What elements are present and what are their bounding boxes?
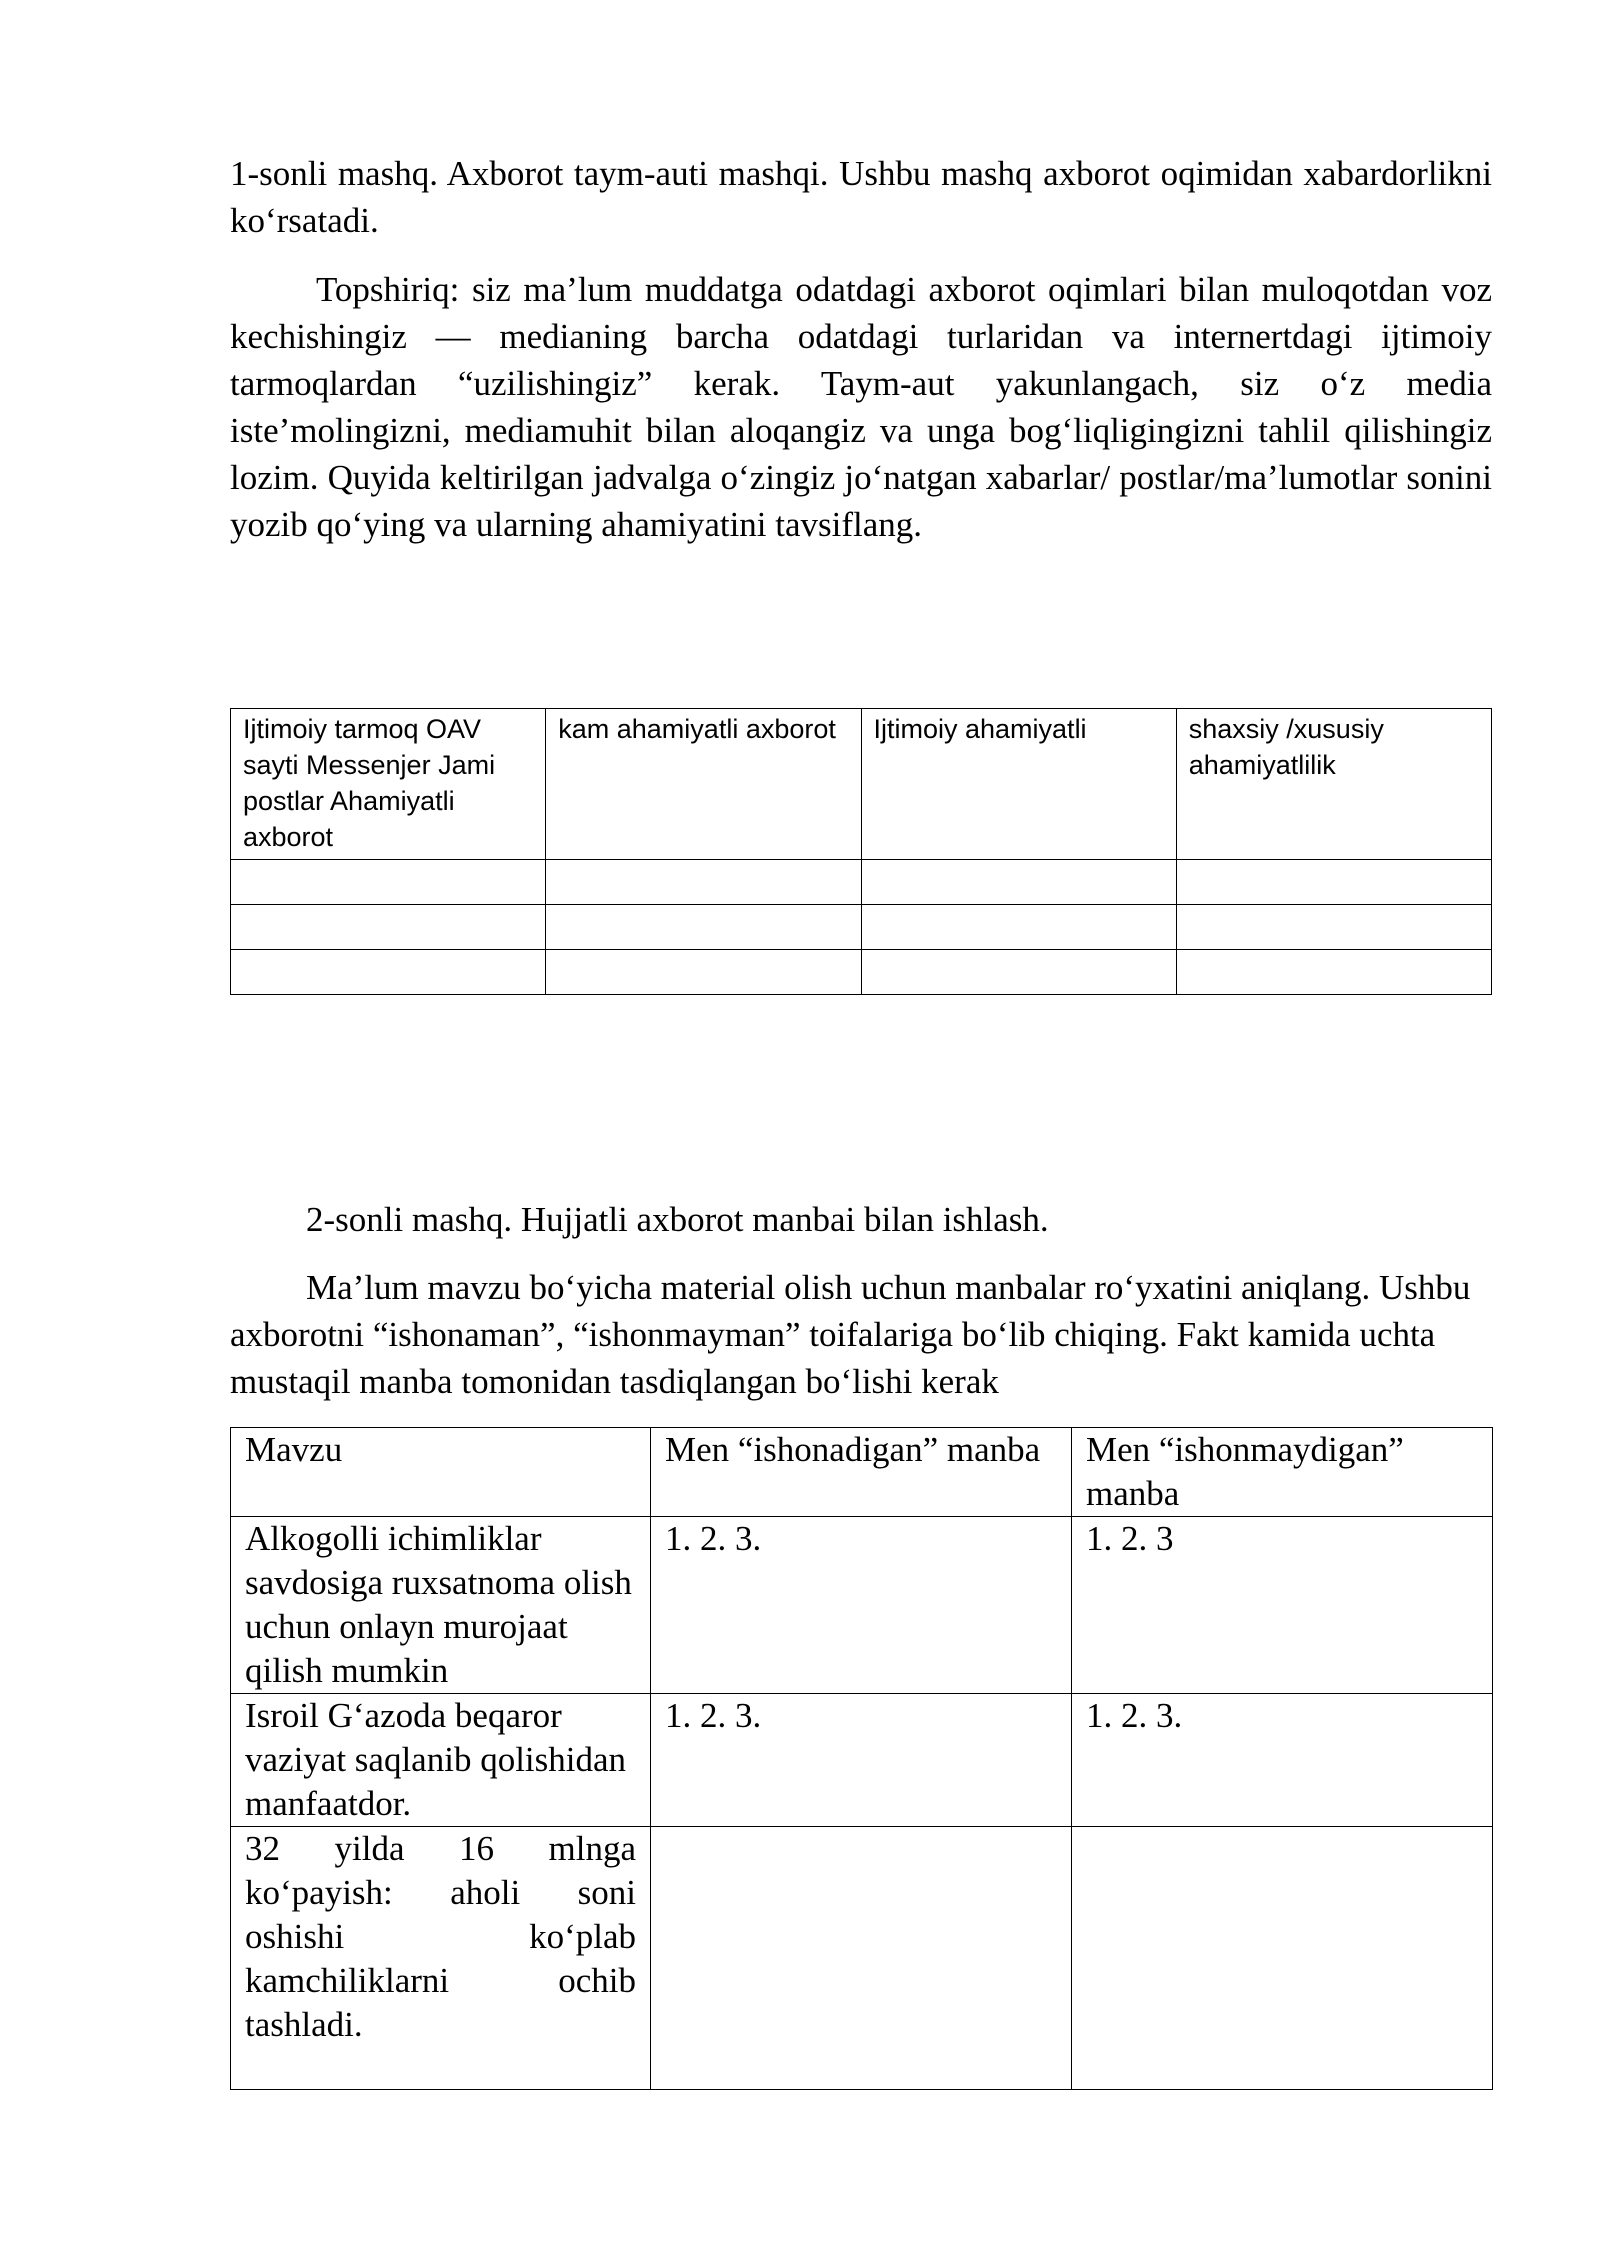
table-cell[interactable] (231, 950, 546, 995)
exercise-2-title: 2-sonli mashq. Hujjatli axborot manbai bilan ishlash. (306, 1200, 1049, 1239)
trusted-source-cell[interactable]: 1. 2. 3. (651, 1517, 1072, 1694)
table-cell[interactable] (546, 905, 861, 950)
table-cell[interactable] (861, 950, 1176, 995)
table-row (231, 950, 1492, 995)
table-cell[interactable] (861, 905, 1176, 950)
untrusted-source-cell[interactable] (1072, 1827, 1493, 2090)
exercise-1-title: 1-sonli mashq. Axborot taym-auti mashqi. Ushbu mashq axborot oqimidan xabardorlikni ko‘rsatadi. (230, 154, 1492, 240)
table-cell[interactable] (546, 860, 861, 905)
header-cell: Men “ishonadigan” manba (651, 1428, 1072, 1517)
table-cell[interactable] (231, 905, 546, 950)
header-cell: Ijtimoiy tarmoq OAV sayti Messenjer Jami postlar Ahamiyatli axborot (231, 709, 546, 860)
table-row (231, 905, 1492, 950)
topic-cell: Isroil G‘azoda beqaror vaziyat saqlanib qolishidan manfaatdor. (231, 1694, 651, 1827)
table-cell[interactable] (1176, 860, 1491, 905)
table-cell[interactable] (1176, 950, 1491, 995)
header-cell: Ijtimoiy ahamiyatli (861, 709, 1176, 860)
header-cell: Mavzu (231, 1428, 651, 1517)
table-header-row (231, 709, 1492, 860)
table-cell[interactable] (1176, 905, 1491, 950)
untrusted-source-cell[interactable]: 1. 2. 3. (1072, 1694, 1493, 1827)
exercise-1-task: Topshiriq: siz ma’lum muddatga odatdagi axborot oqimlari bilan muloqotdan voz kechishingiz — medianing barcha odatdagi turlaridan va internertdagi ijtimoiy tarmoqlardan “uzilishingiz” kerak. Taym-aut yakunlangach, siz o‘z media iste’molingizni, mediamuhit bilan aloqangiz va unga bog‘liqligingizni tahlil qilishingiz lozim. Quyida keltirilgan jadvalga o‘zingiz jo‘natgan xabarlar/ postlar/ma’lumotlar sonini yozib qo‘ying va ularning ahamiyatini tavsiflang. (230, 270, 1492, 544)
topic-cell: Alkogolli ichimliklar savdosiga ruxsatnoma olish uchun onlayn murojaat qilish mumkin (231, 1517, 651, 1694)
exercise-1-table (230, 708, 1492, 995)
table-header-row (231, 1428, 1493, 1517)
exercise-2-task: Ma’lum mavzu bo‘yicha material olish uchun manbalar ro‘yxatini aniqlang. Ushbu axborotni “ishonaman”, “ishonmayman” toifalariga bo‘lib chiqing. Fakt kamida uchta mustaqil manba tomonidan tasdiqlangan bo‘lishi kerak (230, 1268, 1471, 1401)
table-row (231, 1517, 1493, 1694)
table-row (231, 1827, 1493, 2090)
trusted-source-cell[interactable] (651, 1827, 1072, 2090)
exercise-2-table (230, 1427, 1493, 2090)
table-row (231, 1694, 1493, 1827)
untrusted-source-cell[interactable]: 1. 2. 3 (1072, 1517, 1493, 1694)
topic-cell: 32 yilda 16 mlnga ko‘payish: aholi soni oshishi ko‘plab kamchiliklarni ochib tashladi. (231, 1827, 651, 2090)
trusted-source-cell[interactable]: 1. 2. 3. (651, 1694, 1072, 1827)
table-cell[interactable] (861, 860, 1176, 905)
table-cell[interactable] (546, 950, 861, 995)
header-cell: shaxsiy /xususiy ahamiyatlilik (1176, 709, 1491, 860)
table-row (231, 860, 1492, 905)
header-cell: kam ahamiyatli axborot (546, 709, 861, 860)
table-cell[interactable] (231, 860, 546, 905)
header-cell: Men “ishonmaydigan” manba (1072, 1428, 1493, 1517)
